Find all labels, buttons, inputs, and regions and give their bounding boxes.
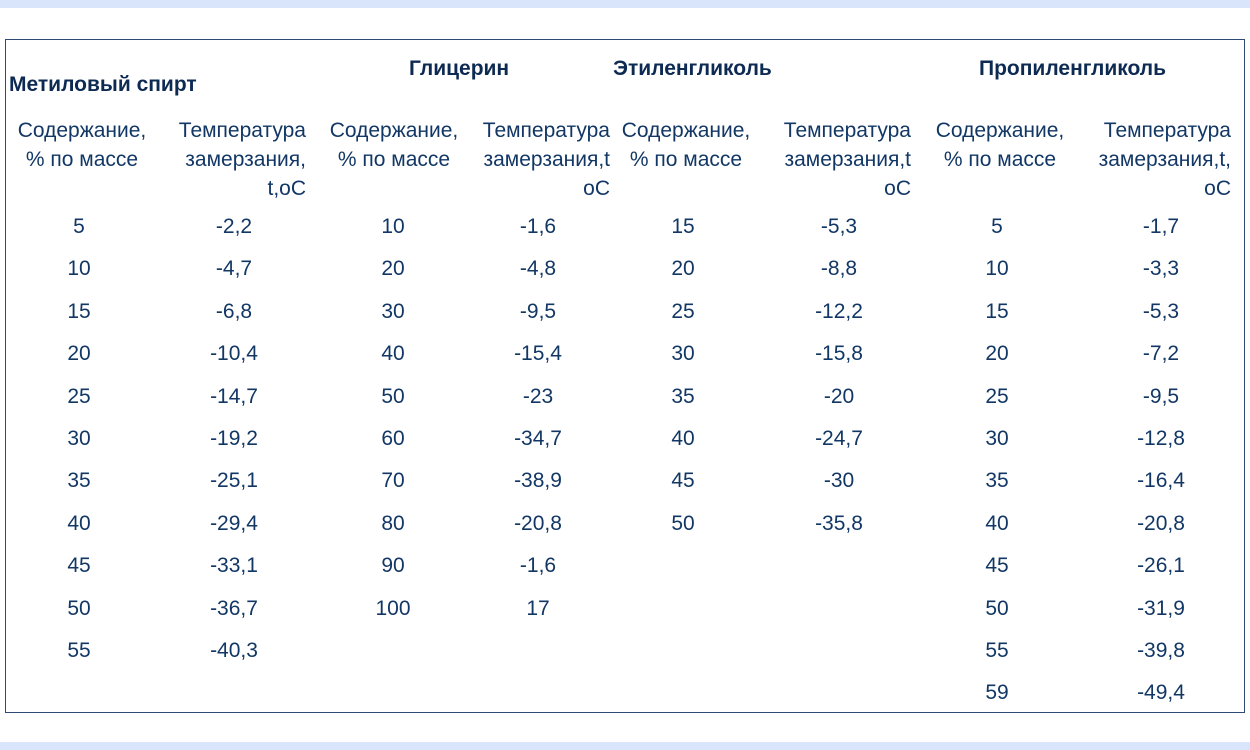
content-value: 45 xyxy=(671,469,695,493)
content-value: 40 xyxy=(67,511,91,535)
group-title: Метиловый спирт xyxy=(9,73,197,96)
temperature-value: -5,3 xyxy=(1142,299,1180,323)
temperature-value: -1,7 xyxy=(1142,215,1180,238)
temperature-value: -15,8 xyxy=(815,342,863,366)
content-value: 25 xyxy=(671,299,695,323)
temperature-value: -24,7 xyxy=(815,427,863,450)
content-header-line: % по массе xyxy=(337,148,451,171)
content-value: 20 xyxy=(985,342,1009,366)
temperature-value: -20 xyxy=(823,384,855,408)
temperature-value: -33,1 xyxy=(210,554,258,578)
content-value: 15 xyxy=(985,299,1009,323)
group-title: Глицерин xyxy=(409,57,510,80)
temperature-value: -1,6 xyxy=(519,215,557,238)
content-value: 50 xyxy=(985,596,1009,620)
temperature-value: -10,4 xyxy=(210,342,258,366)
content-value: 55 xyxy=(67,639,91,662)
content-header-line: % по массе xyxy=(25,148,139,171)
content-header-line: Содержание, xyxy=(17,119,147,142)
content-value: 55 xyxy=(985,639,1009,662)
content-value: 15 xyxy=(67,299,91,323)
temperature-value: -16,4 xyxy=(1137,469,1185,493)
content-value: 20 xyxy=(67,342,91,366)
content-value: 25 xyxy=(985,384,1009,408)
content-value: 40 xyxy=(985,511,1009,535)
temperature-value: -39,8 xyxy=(1137,639,1185,662)
temperature-value: -5,3 xyxy=(820,215,858,238)
content-value: 90 xyxy=(381,554,405,578)
temperature-header-line: oC xyxy=(1204,177,1231,200)
temperature-value: -20,8 xyxy=(514,511,562,535)
content-value: 40 xyxy=(671,427,695,450)
temperature-value: -1,6 xyxy=(519,554,557,578)
content-value: 45 xyxy=(67,554,91,578)
content-value: 70 xyxy=(381,469,405,493)
temperature-header-line: замерзания,t xyxy=(483,148,610,171)
temperature-value: -30 xyxy=(823,469,855,493)
temperature-value: -6,8 xyxy=(215,299,253,323)
temperature-value: -23 xyxy=(522,384,554,408)
content-value: 40 xyxy=(381,342,405,366)
content-value: 50 xyxy=(381,384,405,408)
temperature-value: -49,4 xyxy=(1137,681,1185,705)
temperature-value: -12,8 xyxy=(1137,427,1185,450)
temperature-value: -31,9 xyxy=(1137,596,1185,620)
content-value: 50 xyxy=(671,511,695,535)
content-value: 50 xyxy=(67,596,91,620)
content-value: 30 xyxy=(671,342,695,366)
temperature-value: -29,4 xyxy=(210,511,258,535)
temperature-header-line: Температура xyxy=(482,119,610,142)
temperature-header-line: oC xyxy=(884,177,911,200)
temperature-value: -35,8 xyxy=(815,511,863,535)
content-value: 10 xyxy=(381,215,405,238)
content-value: 25 xyxy=(67,384,91,408)
temperature-header-line: замерзания,t xyxy=(784,148,911,171)
content-value: 15 xyxy=(671,215,695,238)
content-value: 20 xyxy=(671,257,695,281)
group-title: Этиленгликоль xyxy=(613,57,772,80)
content-value: 100 xyxy=(375,596,411,620)
content-header-line: % по массе xyxy=(943,148,1057,171)
temperature-value: -2,2 xyxy=(215,215,253,238)
temperature-value: -26,1 xyxy=(1137,554,1185,578)
temperature-value: -9,5 xyxy=(519,299,557,323)
temperature-header-line: oC xyxy=(583,177,610,200)
temperature-header-line: замерзания, xyxy=(185,148,306,171)
content-value: 35 xyxy=(985,469,1009,493)
content-value: 59 xyxy=(985,681,1009,705)
temperature-header-line: t,oC xyxy=(267,177,306,200)
temperature-value: -20,8 xyxy=(1137,511,1185,535)
content-header-line: Содержание, xyxy=(935,119,1065,142)
temperature-value: -36,7 xyxy=(210,596,258,620)
temperature-value: -19,2 xyxy=(210,427,258,450)
temperature-value: -4,7 xyxy=(215,257,253,281)
content-value: 5 xyxy=(73,215,85,238)
content-value: 10 xyxy=(985,257,1009,281)
group-title: Пропиленгликоль xyxy=(979,57,1167,80)
temperature-value: -4,8 xyxy=(519,257,557,281)
content-value: 35 xyxy=(67,469,91,493)
temperature-value: -25,1 xyxy=(210,469,258,493)
content-value: 30 xyxy=(67,427,91,450)
temperature-value: -14,7 xyxy=(210,384,258,408)
freezing-table xyxy=(5,39,1245,713)
temperature-value: -38,9 xyxy=(514,469,562,493)
temperature-value: -40,3 xyxy=(210,639,258,662)
temperature-header-line: замерзания,t, xyxy=(1098,148,1231,171)
temperature-header-line: Температура xyxy=(783,119,911,142)
temperature-value: -8,8 xyxy=(820,257,858,281)
temperature-header-line: Температура xyxy=(1103,119,1231,142)
content-value: 30 xyxy=(985,427,1009,450)
content-header-line: Содержание, xyxy=(621,119,751,142)
content-header-line: % по массе xyxy=(629,148,743,171)
content-value: 80 xyxy=(381,511,405,535)
temperature-value: -34,7 xyxy=(514,427,562,450)
temperature-value: -12,2 xyxy=(815,299,863,323)
content-value: 60 xyxy=(381,427,405,450)
content-value: 30 xyxy=(381,299,405,323)
temperature-value: -3,3 xyxy=(1142,257,1180,281)
temperature-value: -9,5 xyxy=(1142,384,1180,408)
temperature-header-line: Температура xyxy=(178,119,306,142)
temperature-value: 17 xyxy=(526,596,550,620)
temperature-value: -7,2 xyxy=(1142,342,1180,366)
page-background xyxy=(0,8,1250,742)
content-value: 20 xyxy=(381,257,405,281)
content-value: 45 xyxy=(985,554,1009,578)
temperature-value: -15,4 xyxy=(514,342,562,366)
content-value: 5 xyxy=(991,215,1003,238)
content-header-line: Содержание, xyxy=(329,119,459,142)
content-value: 10 xyxy=(67,257,91,281)
content-value: 35 xyxy=(671,384,695,408)
